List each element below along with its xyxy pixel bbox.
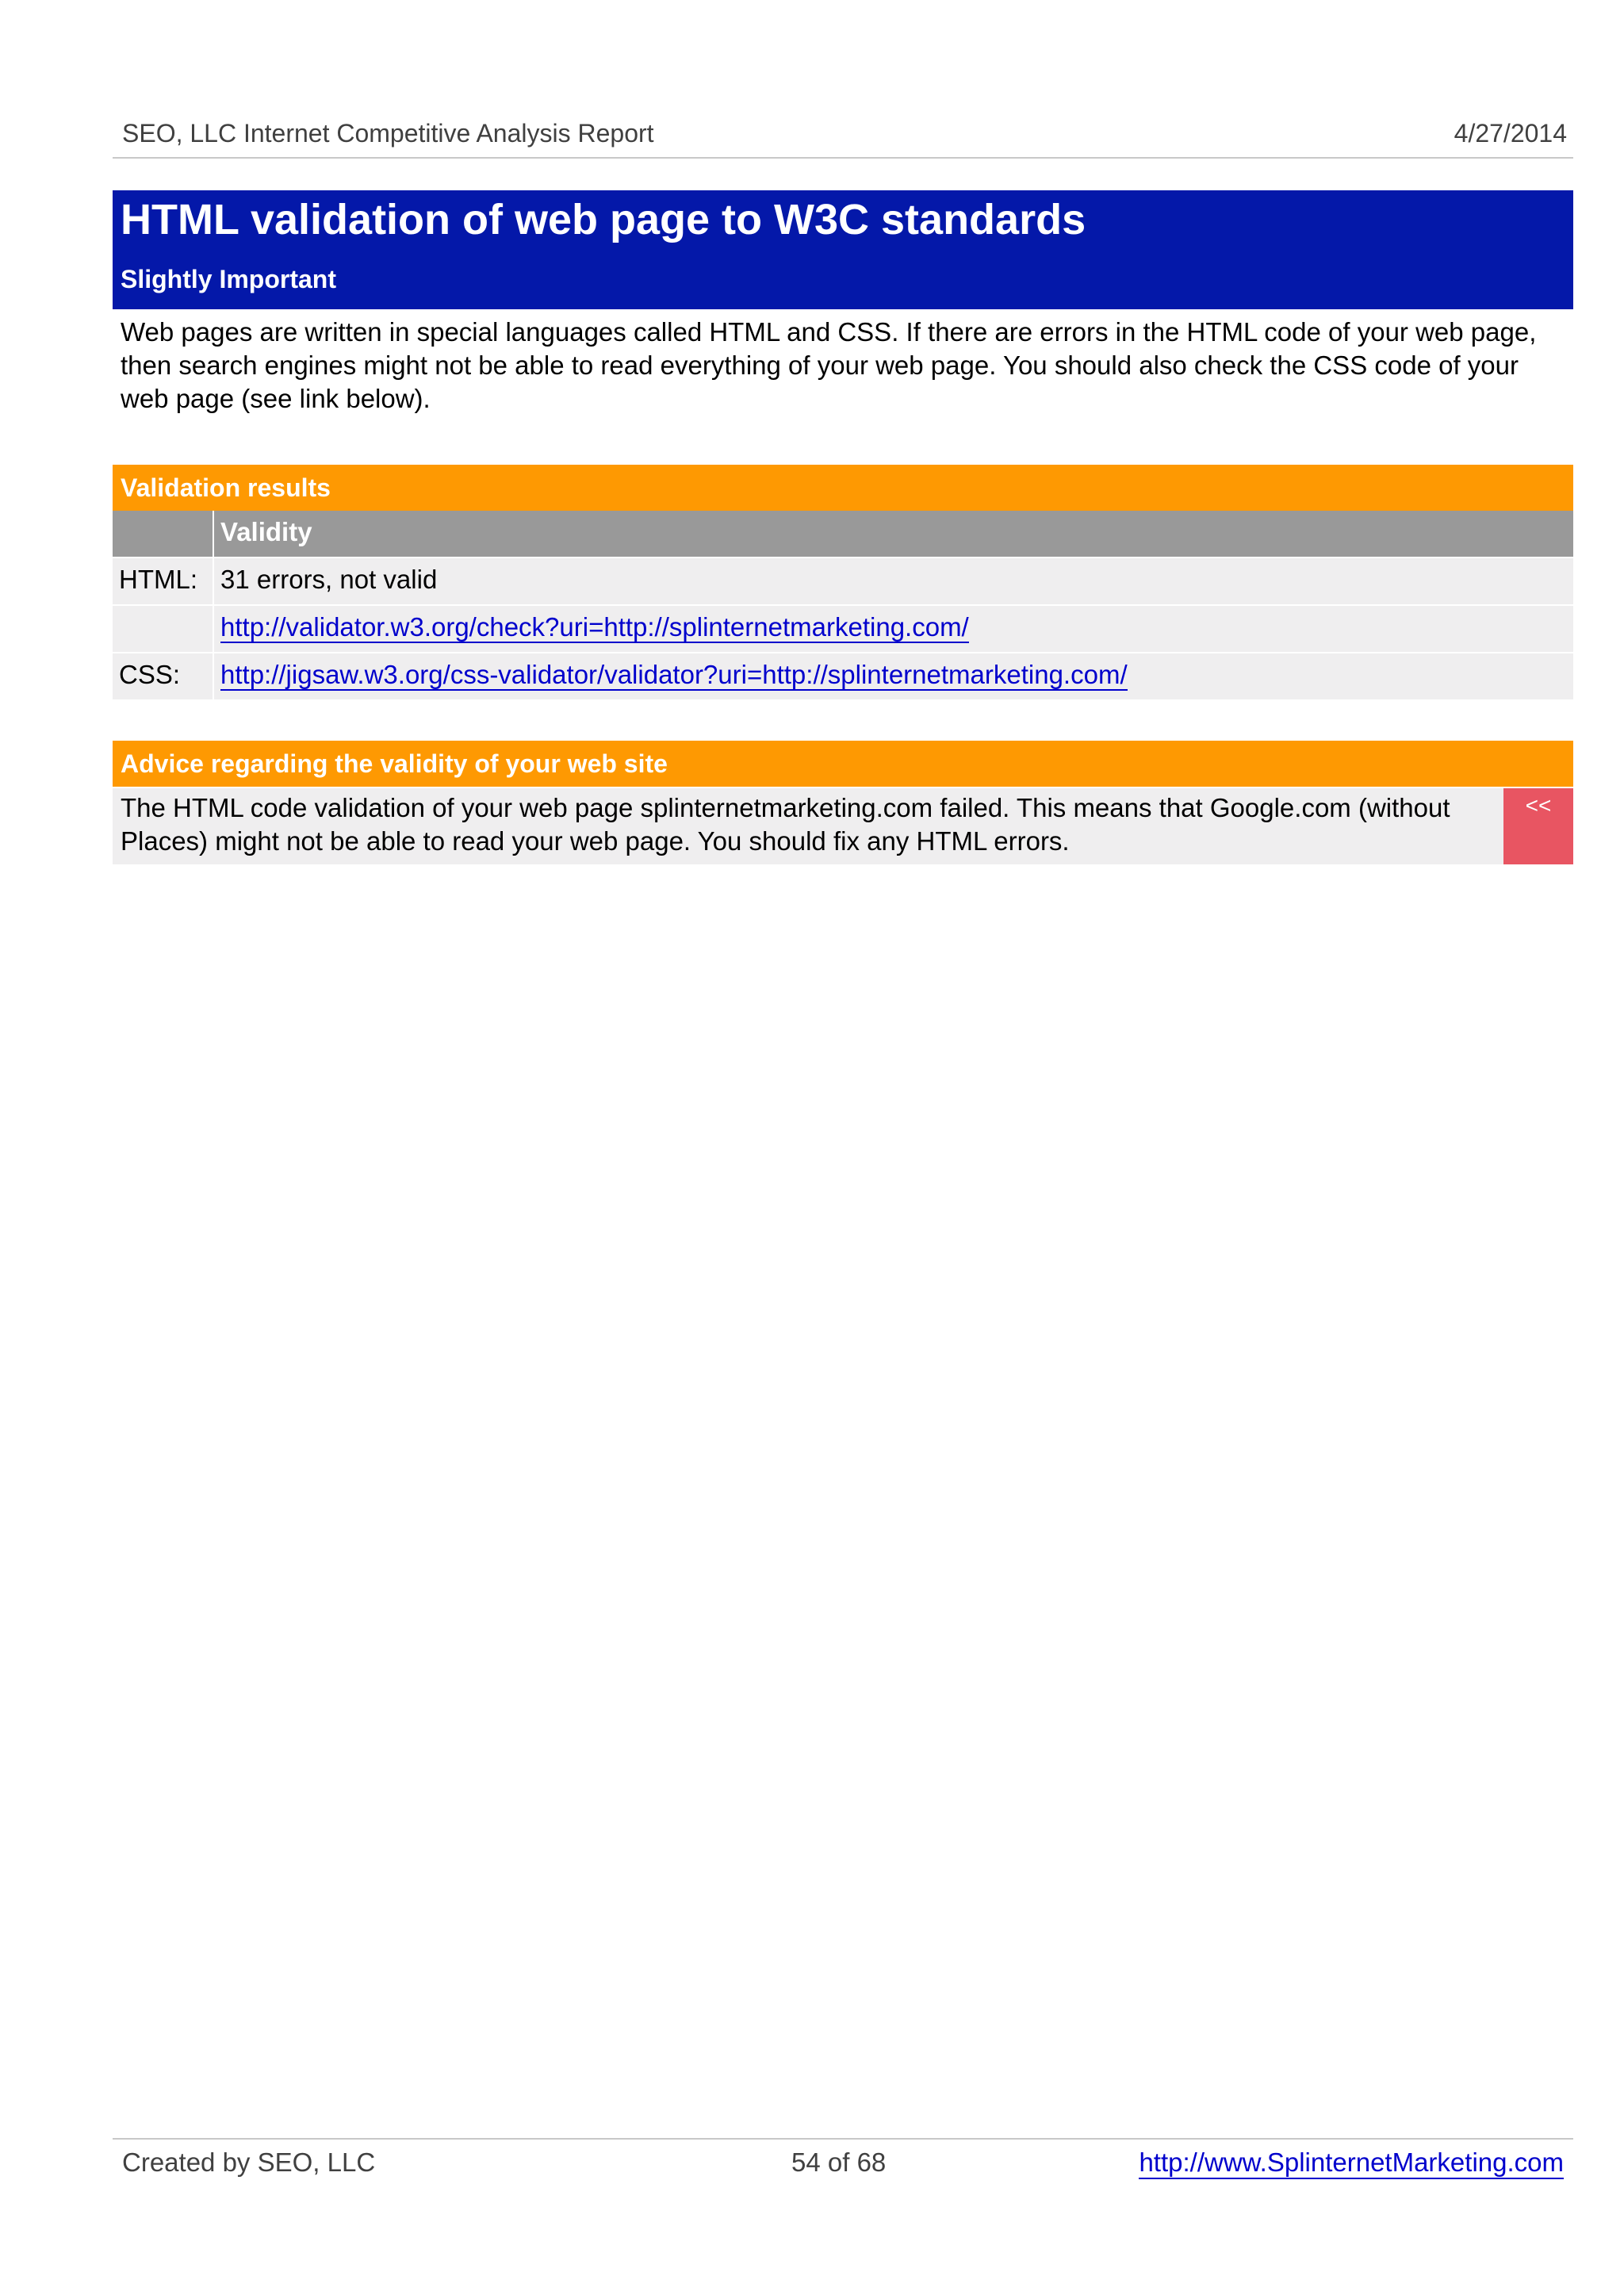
css-validator-link[interactable]: http://jigsaw.w3.org/css-validator/validator?uri=http://splinternetmarketing.com/ (220, 660, 1128, 689)
empty-label-cell (113, 606, 211, 652)
validity-column-header: Validity (213, 511, 1573, 557)
html-link-cell (213, 606, 1573, 652)
css-row (113, 653, 1573, 701)
report-date: 4/27/2014 (1454, 119, 1567, 148)
validation-results-heading: Validation results (113, 465, 1573, 511)
importance-label: Slightly Important (121, 265, 336, 293)
empty-header-cell (113, 511, 211, 557)
advice-row (113, 788, 1573, 864)
created-by: Created by SEO, LLC (122, 2147, 376, 2177)
section-intro: Web pages are written in special languages called HTML and CSS. If there are errors in the HTML code of your web page, then search engines might not be able to read everything of your web page. You should also check the CSS code of your web page (see link below). (121, 317, 1537, 413)
page-number: 54 of 68 (791, 2147, 887, 2177)
advice-text: The HTML code validation of your web page splinternetmarketing.com failed. This means that Google.com (without Places) might not be able to read your web page. You should fix any HTML errors. (121, 793, 1450, 856)
html-result-row (113, 558, 1573, 606)
site-link[interactable]: http://www.SplinternetMarketing.com (1139, 2147, 1564, 2179)
html-result: 31 errors, not valid (213, 558, 1573, 604)
css-label: CSS: (119, 660, 181, 689)
back-badge[interactable]: << (1503, 788, 1573, 864)
validation-column-header-row (113, 511, 1573, 558)
running-header (113, 116, 1573, 159)
html-link-row (113, 606, 1573, 653)
section-title: HTML validation of web page to W3C standards (121, 196, 1086, 243)
html-validator-link[interactable]: http://validator.w3.org/check?uri=http://splinternetmarketing.com/ (220, 612, 969, 642)
running-footer (113, 2138, 1573, 2177)
section-title-block (113, 190, 1573, 309)
report-title: SEO, LLC Internet Competitive Analysis Report (122, 119, 654, 148)
advice-heading: Advice regarding the validity of your web site (113, 741, 1573, 787)
css-link-cell (213, 653, 1573, 699)
html-label: HTML: (119, 565, 197, 594)
report-page (113, 0, 1573, 2295)
